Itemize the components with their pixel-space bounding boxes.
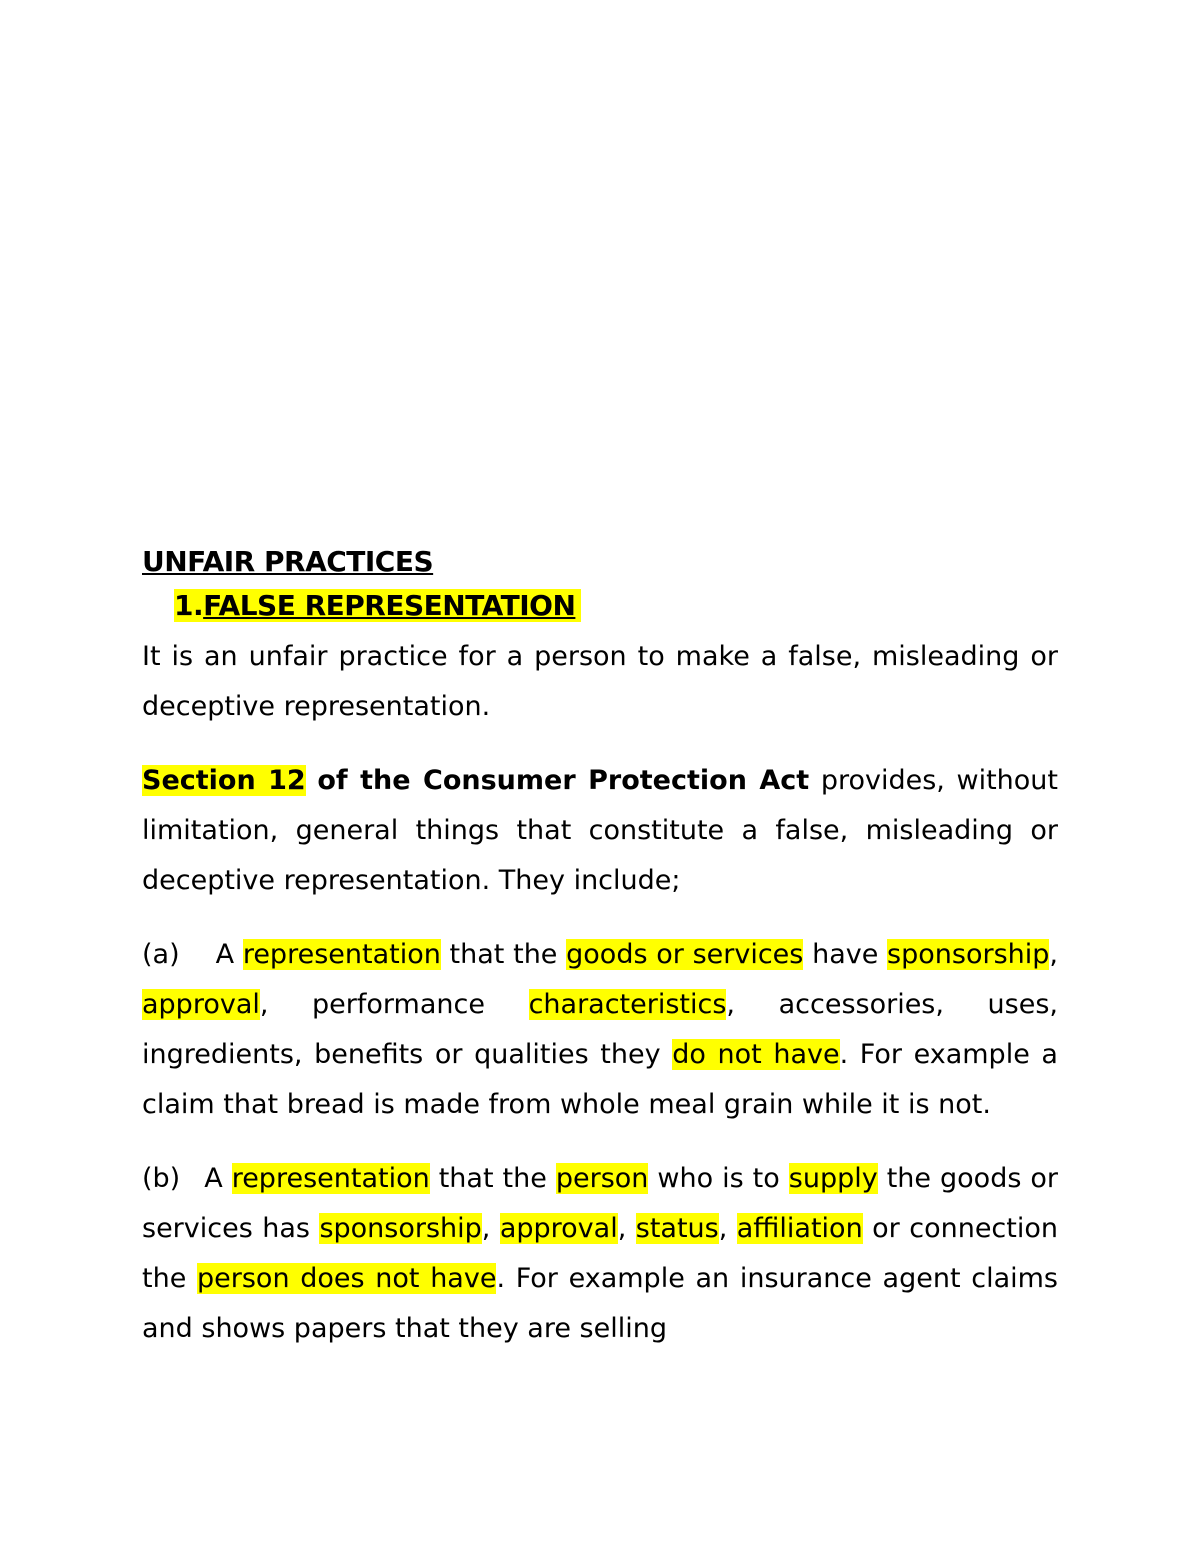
highlight: representation	[242, 939, 441, 970]
item-a-text: . For example a claim that bread is made from whole meal grain while it is not.	[142, 1039, 1058, 1120]
page-heading: UNFAIR PRACTICES	[142, 545, 434, 578]
item-a-paragraph	[142, 930, 1058, 1130]
item-a-text: have	[803, 939, 888, 970]
item-b-text: ,	[617, 1213, 636, 1244]
item-b-text: ,	[481, 1213, 500, 1244]
highlight: supply	[788, 1163, 878, 1194]
highlight: do not have	[672, 1039, 840, 1070]
item-b-text: who is to	[648, 1163, 789, 1194]
item-b-paragraph	[142, 1154, 1058, 1354]
item-b-text: ,	[718, 1213, 737, 1244]
item-a-text: that the	[440, 939, 567, 970]
act-reference: of the Consumer Protection Act	[317, 765, 810, 796]
highlight: sponsorship	[319, 1213, 482, 1244]
highlight: approval	[499, 1213, 618, 1244]
item-a-label: (a)	[142, 939, 180, 970]
section-12-paragraph	[142, 756, 1058, 906]
item-a-text: A	[215, 939, 243, 970]
item-b-text: that the	[429, 1163, 556, 1194]
item-a-text: , performance	[259, 989, 529, 1020]
highlight: sponsorship	[887, 939, 1050, 970]
section-12-text: provides, without limitation, general things that constitute a false, misleading or deceptive representation. They include;	[142, 765, 1059, 896]
highlight: person does not have	[197, 1263, 497, 1294]
item-a-text: ,	[1049, 939, 1058, 970]
section-heading-highlight	[174, 589, 581, 622]
section-number: 1.	[174, 589, 204, 622]
highlight: approval	[142, 989, 260, 1020]
document-body	[142, 540, 1058, 1354]
highlight: representation	[231, 1163, 430, 1194]
item-b-text: . For example an insurance agent claims and shows papers that they are selling	[142, 1263, 1058, 1344]
highlight: affiliation	[736, 1213, 863, 1244]
intro-paragraph: It is an unfair practice for a person to make a false, misleading or deceptive representation.	[142, 641, 1058, 722]
item-a-text: , accessories, uses, ingredients, benefits or qualities they	[142, 989, 1058, 1070]
section-reference: Section 12	[142, 765, 306, 796]
highlight: status	[635, 1213, 719, 1244]
item-b-label: (b)	[142, 1163, 181, 1194]
item-b-text: the goods or services has	[142, 1163, 1059, 1244]
section-title: FALSE REPRESENTATION	[203, 589, 576, 622]
section-heading	[174, 584, 1058, 628]
highlight: goods or services	[566, 939, 804, 970]
item-b-text: or connection the	[142, 1213, 1058, 1294]
highlight: characteristics	[528, 989, 727, 1020]
highlight: person	[555, 1163, 649, 1194]
item-b-text: A	[204, 1163, 232, 1194]
